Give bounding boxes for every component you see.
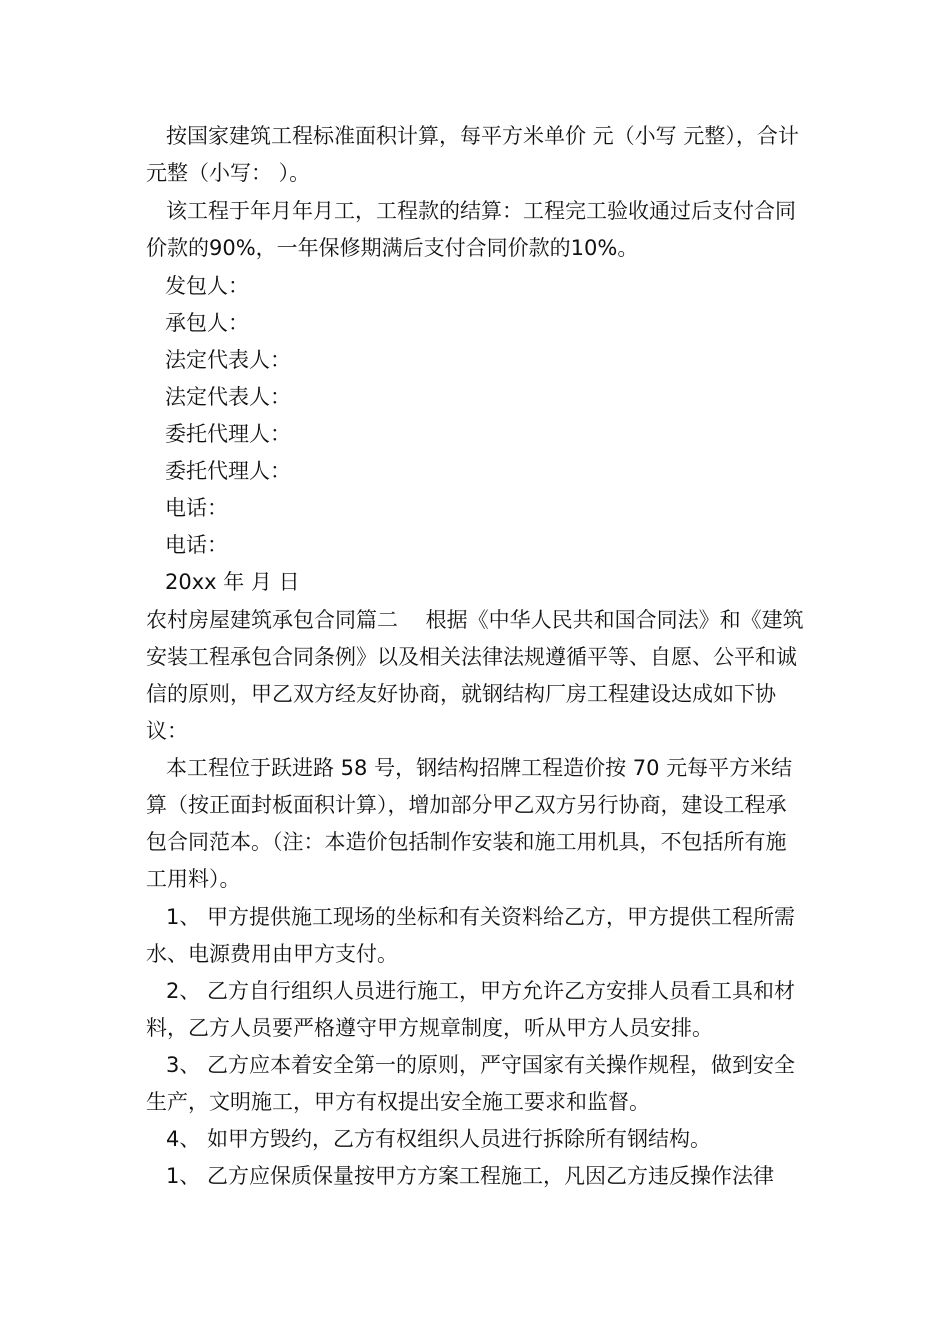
paragraph-payment: 该工程于年月年月工，工程款的结算：工程完工验收通过后支付合同价款的90%，一年保修期满后支付合同价款的10%。	[146, 199, 796, 260]
section-intro: 农村房屋建筑承包合同篇二 根据《中华人民共和国合同法》和《建筑安装工程承包合同条例》以及相关法律法规遵循平等、自愿、公平和诚信的原则，甲乙双方经友好协商，就钢结构厂房工程建设达成如下协议：	[146, 608, 804, 743]
paragraph-price: 按国家建筑工程标准面积计算，每平方米单价 元（小写 元整），合计 元整（小写： ）。	[146, 124, 799, 185]
field-phone-1: 电话：	[165, 496, 228, 520]
field-employer: 发包人：	[165, 274, 249, 298]
field-legal-rep-1: 法定代表人：	[165, 348, 291, 372]
body-item-2: 2、 乙方自行组织人员进行施工，甲方允许乙方安排人员看工具和材料，乙方人员要严格遵守甲方规章制度，听从甲方人员安排。	[146, 979, 796, 1040]
field-contractor: 承包人：	[165, 311, 249, 335]
field-agent-1: 委托代理人：	[165, 422, 291, 446]
body-paragraph-location: 本工程位于跃进路 58 号，钢结构招牌工程造价按 70 元每平方米结算（按正面封板面积计算），增加部分甲乙双方另行协商，建设工程承包合同范本。（注：本造价包括制作安装和施工用机具，不包括所有施工用料）。	[146, 756, 793, 891]
field-agent-2: 委托代理人：	[165, 459, 291, 483]
field-legal-rep-2: 法定代表人：	[165, 385, 291, 409]
body-item-5: 1、 乙方应保质保量按甲方方案工程施工，凡因乙方违反操作法律	[166, 1164, 775, 1188]
body-item-3: 3、 乙方应本着安全第一的原则，严守国家有关操作规程，做到安全生产，文明施工，甲方有权提出安全施工要求和监督。	[146, 1053, 796, 1114]
field-date: 20xx 年 月 日	[165, 570, 300, 594]
body-item-1: 1、 甲方提供施工现场的坐标和有关资料给乙方，甲方提供工程所需水、电源费用由甲方支付。	[146, 905, 796, 966]
body-item-4: 4、 如甲方毁约，乙方有权组织人员进行拆除所有钢结构。	[166, 1127, 712, 1151]
field-phone-2: 电话：	[165, 533, 228, 557]
